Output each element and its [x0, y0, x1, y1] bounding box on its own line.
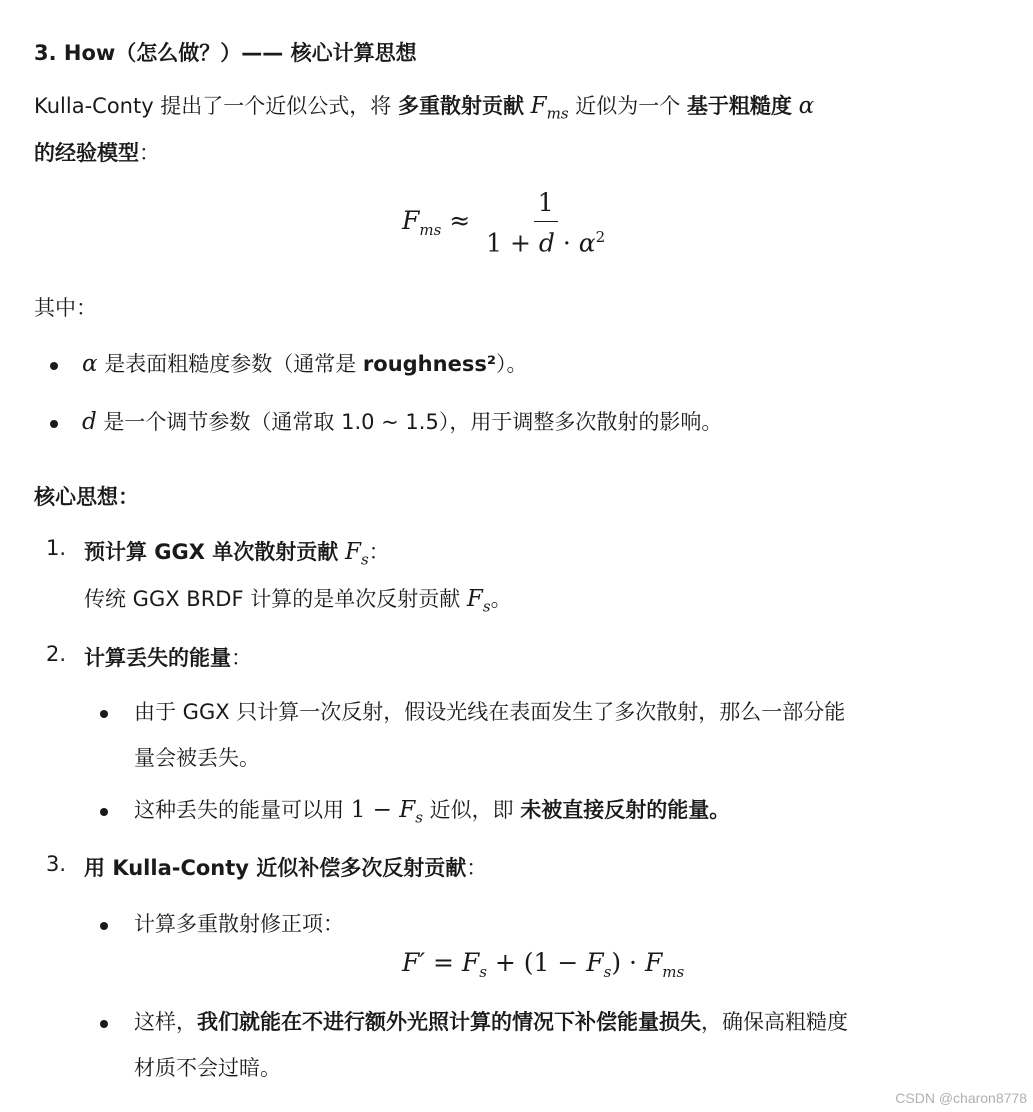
- where-label: 其中：: [34, 296, 97, 320]
- math-fms: $F_{ms}$: [530, 93, 569, 123]
- step-title: 用 Kulla-Conty 近似补偿多次反射贡献：: [84, 856, 488, 880]
- bullet-icon: [100, 808, 108, 816]
- formula-fms: $F_{ms}$ ≈ $\frac{1}{1 + d \cdot \alpha^2}$: [402, 188, 606, 258]
- step-bullet: 由于 GGX 只计算一次反射，假设光线在表面发生了多次散射，那么一部分能: [134, 700, 846, 724]
- intro-line1: [34, 90, 814, 123]
- step-title: 计算丢失的能量：: [84, 646, 252, 670]
- bullet-icon: [50, 420, 58, 428]
- step-bullet: 这种丢失的能量可以用 $1 - F_s$ 近似，即 未被直接反射的能量。: [134, 797, 731, 827]
- watermark: CSDN @charon8778: [895, 1090, 1027, 1106]
- core-label: 核心思想：: [34, 485, 139, 509]
- text: Kulla-Conty 提出了一个近似公式，将: [34, 94, 398, 118]
- step-bullet: 计算多重散射修正项：: [134, 912, 344, 936]
- bold-text: 的经验模型: [34, 141, 139, 165]
- section-heading: 3. How（怎么做？）—— 核心计算思想: [34, 41, 417, 65]
- step-number: 1.: [46, 536, 67, 560]
- bullet-icon: [50, 362, 58, 370]
- step-title: 预计算 GGX 单次散射贡献 $F_s$：: [84, 539, 390, 569]
- math-alpha: α: [798, 93, 815, 119]
- where-item: α 是表面粗糙度参数（通常是 roughness²）。: [82, 351, 528, 377]
- bullet-icon: [100, 710, 108, 718]
- text: 近似为一个: [568, 94, 687, 118]
- where-item: d 是一个调节参数（通常取 1.0 ~ 1.5），用于调整多次散射的影响。: [82, 409, 723, 435]
- step-desc: 传统 GGX BRDF 计算的是单次反射贡献 $F_s$。: [84, 586, 512, 616]
- text: ：: [139, 141, 160, 165]
- bold-text: 多重散射贡献: [397, 94, 524, 118]
- step-bullet-cont: 材质不会过暗。: [134, 1056, 281, 1080]
- formula-correction: $F' = F_s + (1 - F_s) \cdot F_{ms}$: [402, 948, 685, 981]
- intro-line2: [34, 137, 160, 167]
- bold-text: 基于粗糙度: [686, 94, 792, 118]
- bullet-icon: [100, 922, 108, 930]
- step-bullet-cont: 量会被丢失。: [134, 746, 260, 770]
- step-bullet: 这样，我们就能在不进行额外光照计算的情况下补偿能量损失，确保高粗糙度: [134, 1010, 848, 1034]
- step-number: 3.: [46, 852, 67, 876]
- step-number: 2.: [46, 642, 67, 666]
- bullet-icon: [100, 1020, 108, 1028]
